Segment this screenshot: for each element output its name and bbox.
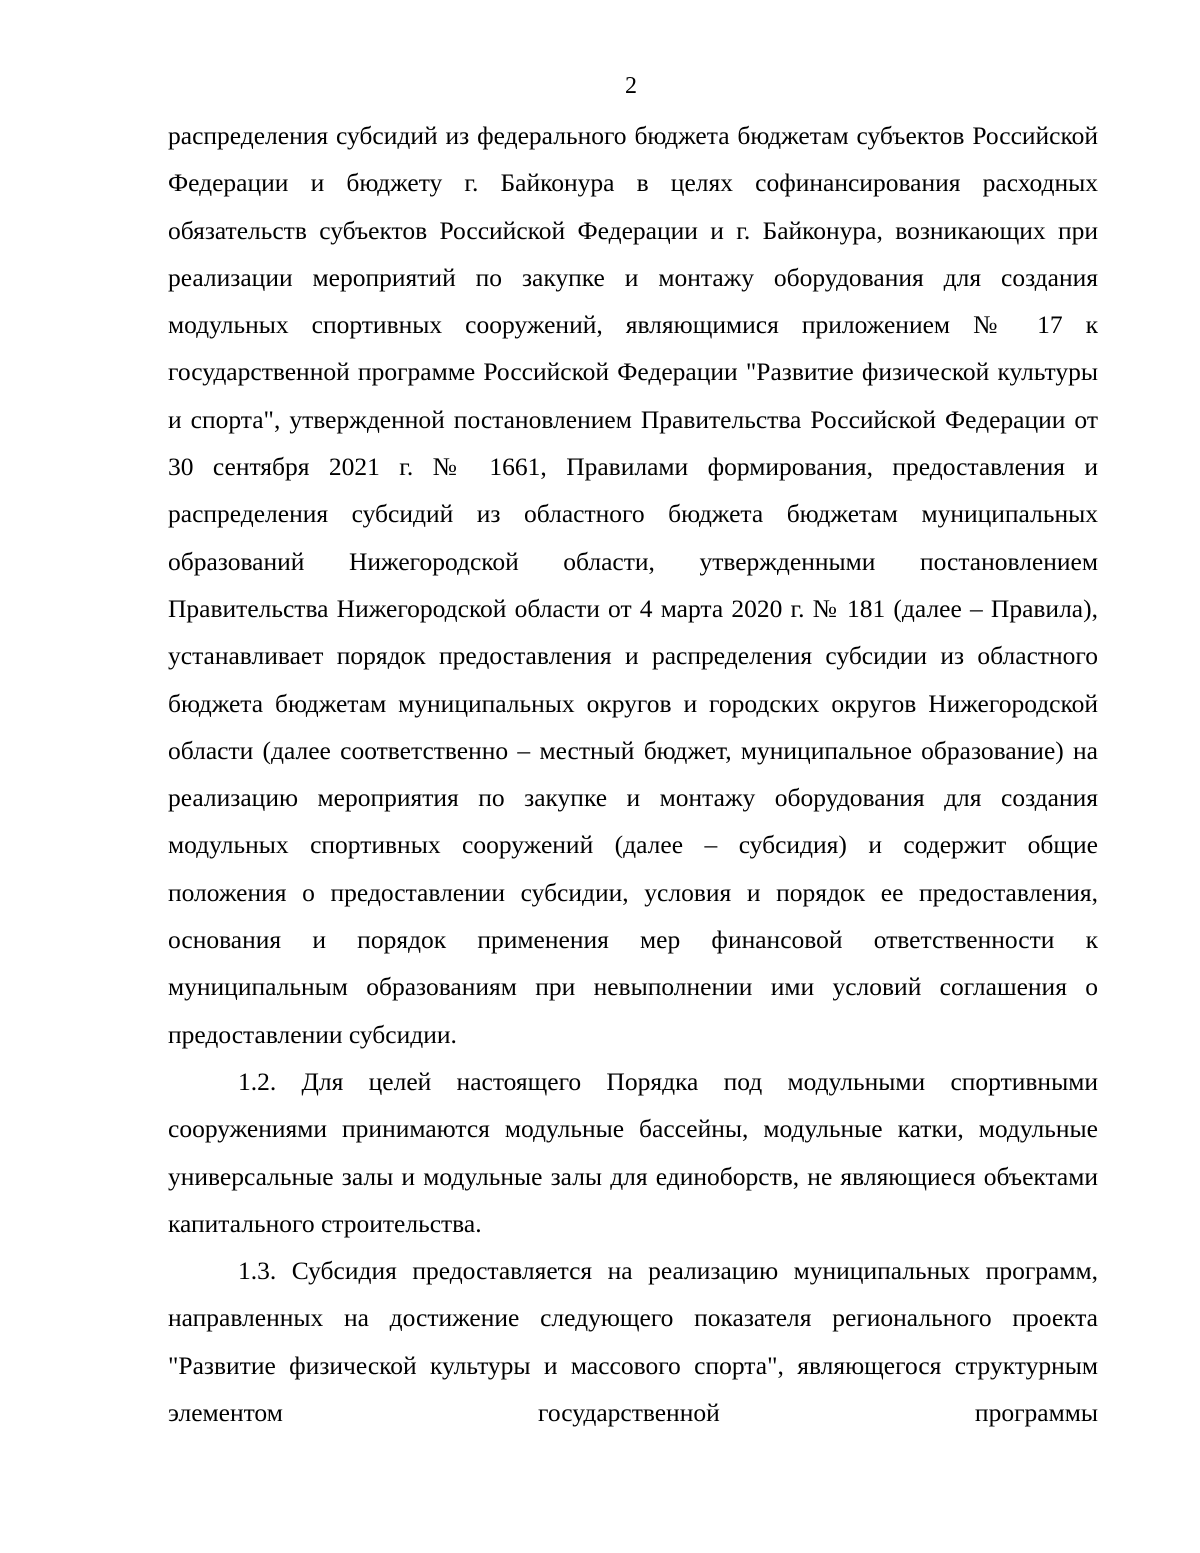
page-number: 2	[625, 73, 637, 99]
document-body	[168, 112, 1098, 1436]
paragraph-1-1-continued: распределения субсидий из федерального бюджета бюджетам субъектов Российской Федерации и бюджету г. Байконура в целях софинансирования расходных обязательств субъектов Российской Федерации и г. Байконура, возникающих при реализации мероприятий по закупке и монтажу оборудования для создания модульных спортивных сооружений, являющимися приложением № 17 к государственной программе Российской Федерации "Развитие физической культуры и спорта", утвержденной постановлением Правительства Российской Федерации от 30 сентября 2021 г. № 1661, Правилами формирования, предоставления и распределения субсидий из областного бюджета бюджетам муниципальных образований Нижегородской области, утвержденными постановлением Правительства Нижегородской области от 4 марта 2020 г. № 181 (далее – Правила), устанавливает порядок предоставления и распределения субсидии из областного бюджета бюджетам муниципальных округов и городских округов Нижегородской области (далее соответственно – местный бюджет, муниципальное образование) на реализацию мероприятия по закупке и монтажу оборудования для создания модульных спортивных сооружений (далее – субсидия) и содержит общие положения о предоставлении субсидии, условия и порядок ее предоставления, основания и порядок применения мер финансовой ответственности к муниципальным образованиям при невыполнении ими условий соглашения о предоставлении субсидии.	[168, 121, 1098, 1049]
paragraph-1-3: 1.3. Субсидия предоставляется на реализацию муниципальных программ, направленных на достижение следующего показателя регионального проекта "Развитие физической культуры и массового спорта", являющегося структурным элементом государственной программы	[168, 1256, 1098, 1428]
paragraph-1-2: 1.2. Для целей настоящего Порядка под модульными спортивными сооружениями принимаются модульные бассейны, модульные катки, модульные универсальные залы и модульные залы для единоборств, не являющиеся объектами капитального строительства.	[168, 1066, 1098, 1238]
